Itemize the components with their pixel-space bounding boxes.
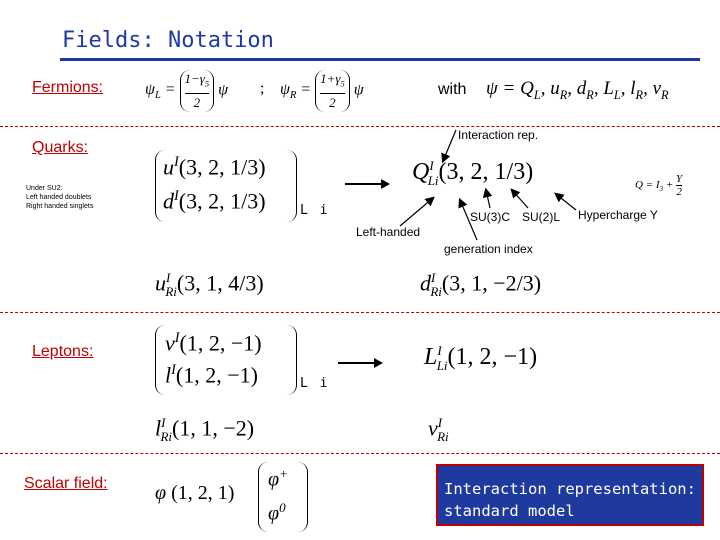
quarks-label: Quarks: xyxy=(32,139,89,156)
quark-doublet-bottom: $d^I(3$, 2, 1/3) xyxy=(163,188,266,214)
left-handed-label: Left-handed xyxy=(356,225,421,239)
fermions-label: Fermions: xyxy=(32,79,104,96)
d-right-field: $d^I_{Ri}(3$, 1, −2/3) xyxy=(420,270,542,299)
charge-formula: $Q = I_3$ + $\frac{Y}{2}$ xyxy=(635,173,683,198)
phi-plus: φ+ xyxy=(268,466,288,491)
scalar-field-label: Scalar field: xyxy=(24,475,108,492)
lepton-doublet-bottom: $l^I(1$, 2, −1) xyxy=(165,362,258,388)
psi-r-formula: $\psi_R$ = $\frac{1+\gamma_5}{2}$ ψ xyxy=(280,71,364,110)
generation-index-label: generation index xyxy=(444,242,533,256)
lepton-doublet-top: $\nu^I(1$, 2, −1) xyxy=(165,330,262,356)
su2-label: SU(2)L xyxy=(522,210,561,224)
psi-list: $\psi = Q_L$, $u_R$, $d_R$, $L_L$, $l_R$, $\nu_R$ xyxy=(486,78,669,102)
page-title: Fields: Notation xyxy=(62,28,274,53)
l-field: $L^I_{Li}(1$, 2, −1) xyxy=(424,343,538,373)
divider-2 xyxy=(0,312,720,313)
summary-box-text: Interaction representation: standard model xyxy=(444,480,696,520)
interaction-rep-label: Interaction rep. xyxy=(458,128,539,142)
hypercharge-label: Hypercharge Y xyxy=(578,208,658,222)
phi-field: φ (1, 2, 1) xyxy=(155,482,235,504)
q-field: $Q^I_{Li}(3$, 2, 1/3) xyxy=(412,158,534,188)
with-label: with xyxy=(438,81,467,98)
quark-li-subscript: L i xyxy=(300,203,330,218)
leptons-label: Leptons: xyxy=(32,343,94,360)
u-right-field: $u^I_{Ri}(3$, 1, 4/3) xyxy=(155,270,264,299)
phi-zero: $\varphi^0$ xyxy=(268,500,286,525)
nu-right-field: $\nu^I_{Ri}$ xyxy=(428,415,449,444)
separator: ; xyxy=(260,80,265,97)
lepton-li-subscript: L i xyxy=(300,376,330,391)
su3-label: SU(3)C xyxy=(470,210,511,224)
quark-doublet-top: $u^I(3$, 2, 1/3) xyxy=(163,154,266,180)
psi-l-formula: $\psi_L$ = $\frac{1-\gamma_5}{2}$ ψ xyxy=(145,71,229,110)
l-right-field: $l^I_{Ri}(1$, 1, −2) xyxy=(155,415,255,444)
right-arrow-icon xyxy=(338,357,383,369)
su2-note: Under SU2: Left handed doublets Right handed singlets xyxy=(26,185,94,210)
divider-3 xyxy=(0,453,720,454)
